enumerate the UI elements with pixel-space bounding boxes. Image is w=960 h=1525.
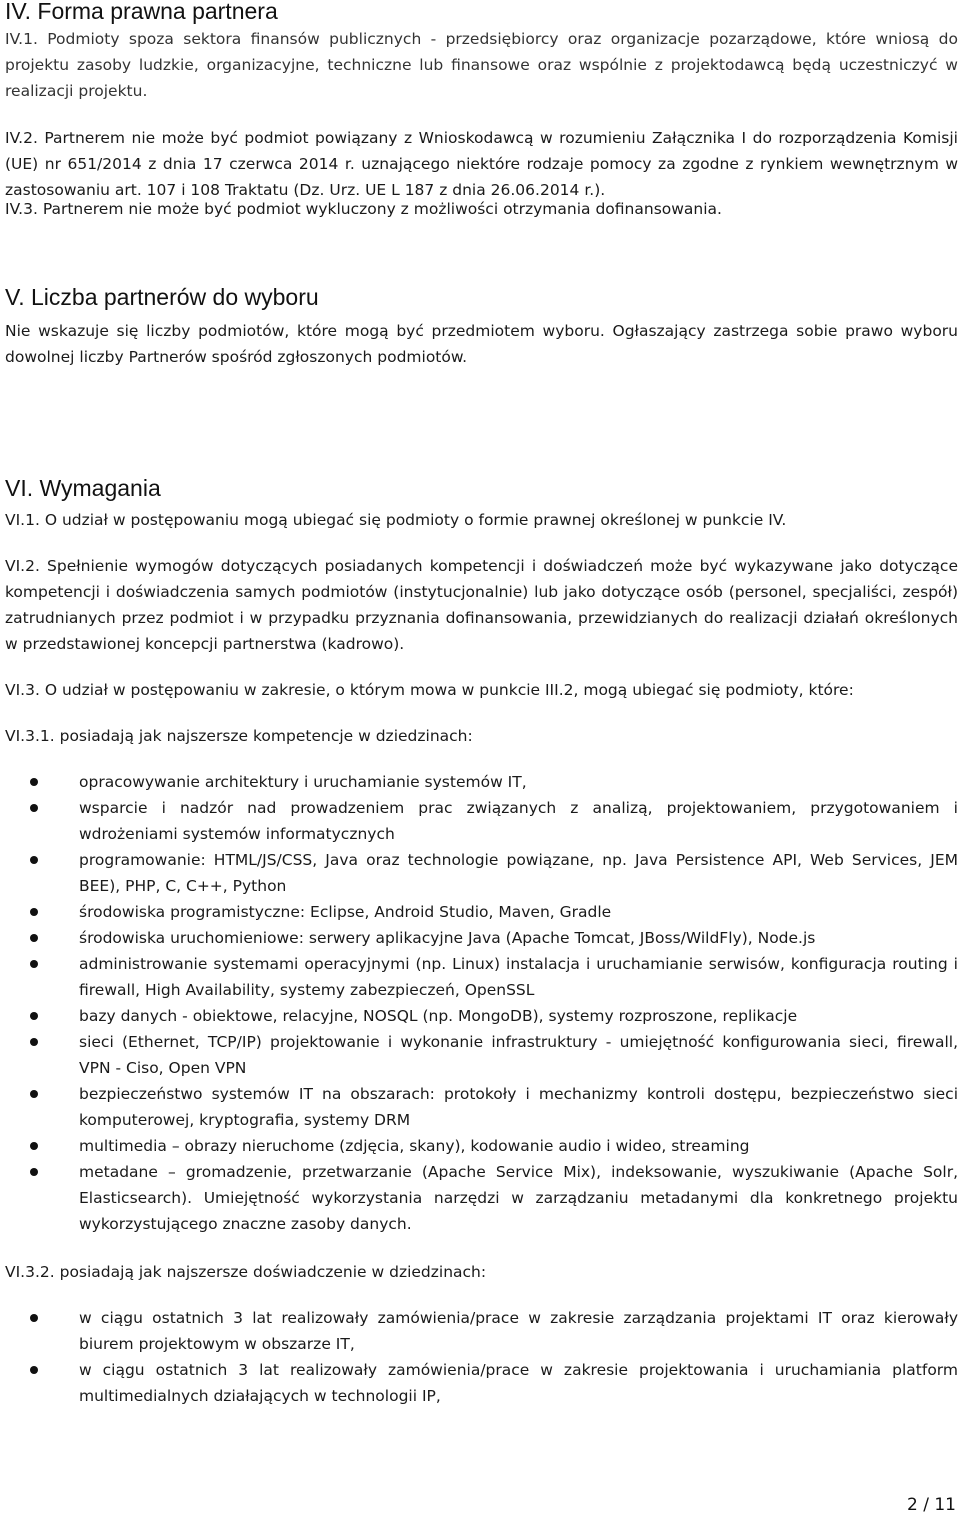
bullet-icon (30, 1038, 38, 1046)
list-item (5, 1003, 958, 1029)
paragraph-vi-2: VI.2. Spełnienie wymogów dotyczących posiadanych kompetencji i doświadczeń może być wykazywane jako dotyczące kompetencji i doświadczenia samych podmiotów (instytucjonalnie) lub jako dotyczące osób (personel, specjaliści, zespół) zatrudnianych przez podmiot i w przypadku przyznania dofinansowania, przewidzianych do realizacji działań określonych w przedstawionej koncepcji partnerstwa (kadrowo). (5, 557, 958, 653)
list-item (5, 1029, 958, 1081)
list-item-text: opracowywanie architektury i uruchamianie systemów IT, (79, 773, 527, 791)
list-item (5, 1357, 958, 1409)
bullet-icon (30, 960, 38, 968)
bullet-icon (30, 856, 38, 864)
paragraph-vi-1: VI.1. O udział w postępowaniu mogą ubiegać się podmioty o formie prawnej określonej w punkcie IV. (5, 511, 787, 529)
paragraph-iv-2: IV.2. Partnerem nie może być podmiot powiązany z Wnioskodawcą w rozumieniu Załącznika I do rozporządzenia Komisji (UE) nr 651/2014 z dnia 17 czerwca 2014 r. uznającego niektóre rodzaje pomocy za zgodne z rynkiem wewnętrznym w zastosowaniu art. 107 i 108 Traktatu (Dz. Urz. UE L 187 z dnia 26.06.2014 r.). (5, 129, 958, 199)
paragraph-iv-3: IV.3. Partnerem nie może być podmiot wykluczony z możliwości otrzymania dofinansowania. (5, 200, 722, 218)
list-item-text: środowiska uruchomieniowe: serwery aplikacyjne Java (Apache Tomcat, JBoss/WildFly), Node.js (79, 929, 816, 947)
section-v-heading: V. Liczba partnerów do wyboru (5, 284, 319, 310)
list-item-text: w ciągu ostatnich 3 lat realizowały zamówienia/prace w zakresie projektowania i uruchamiania platform multimedialnych działających w technologii IP, (79, 1361, 958, 1405)
bullet-icon (30, 1012, 38, 1020)
list-item-text: wsparcie i nadzór nad prowadzeniem prac związanych z analizą, projektowaniem, przygotowaniem i wdrożeniami systemów informatycznych (79, 799, 958, 843)
paragraph-v-1: Nie wskazuje się liczby podmiotów, które mogą być przedmiotem wyboru. Ogłaszający zastrzega sobie prawo wyboru dowolnej liczby Partnerów spośród zgłoszonych podmiotów. (5, 322, 958, 366)
bullet-icon (30, 1142, 38, 1150)
list-item (5, 925, 958, 951)
paragraph-vi-3-1: VI.3.1. posiadają jak najszersze kompetencje w dziedzinach: (5, 727, 473, 745)
bullet-icon (30, 1314, 38, 1322)
bullet-icon (30, 778, 38, 786)
list-item (5, 951, 958, 1003)
list-item (5, 1159, 958, 1237)
bullet-icon (30, 908, 38, 916)
section-iv-heading: IV. Forma prawna partnera (5, 0, 278, 24)
experience-list (5, 1305, 958, 1409)
paragraph-vi-3-2: VI.3.2. posiadają jak najszersze doświadczenie w dziedzinach: (5, 1263, 487, 1281)
bullet-icon (30, 1090, 38, 1098)
page-number: 2 / 11 (907, 1495, 956, 1515)
list-item-text: środowiska programistyczne: Eclipse, Android Studio, Maven, Gradle (79, 903, 612, 921)
list-item-text: multimedia – obrazy nieruchome (zdjęcia, skany), kodowanie audio i wideo, streaming (79, 1137, 750, 1155)
section-vi-heading: VI. Wymagania (5, 475, 161, 501)
list-item-text: administrowanie systemami operacyjnymi (np. Linux) instalacja i uruchamianie serwisów, konfiguracja routing i firewall, High Availability, systemy zabezpieczeń, OpenSSL (79, 955, 958, 999)
list-item (5, 899, 958, 925)
list-item-text: metadane – gromadzenie, przetwarzanie (Apache Service Mix), indeksowanie, wyszukiwanie (Apache Solr, Elasticsearch). Umiejętność wykorzystania narzędzi w zarządzaniu metadanymi dla konkretnego projektu wykorzystującego znaczne zasoby danych. (79, 1163, 958, 1233)
list-item-text: w ciągu ostatnich 3 lat realizowały zamówienia/prace w zakresie zarządzania projektami IT oraz kierowały biurem projektowym w obszarze IT, (79, 1309, 958, 1353)
list-item (5, 769, 958, 795)
paragraph-vi-3: VI.3. O udział w postępowaniu w zakresie, o którym mowa w punkcie III.2, mogą ubiegać się podmioty, które: (5, 681, 854, 699)
list-item (5, 795, 958, 847)
paragraph-iv-1: IV.1. Podmioty spoza sektora finansów publicznych - przedsiębiorcy oraz organizacje pozarządowe, które wniosą do projektu zasoby ludzkie, organizacyjne, techniczne lub finansowe oraz wspólnie z projektodawcą będą uczestniczyć w realizacji projektu. (5, 30, 958, 100)
list-item-text: bazy danych - obiektowe, relacyjne, NOSQL (np. MongoDB), systemy rozproszone, replikacje (79, 1007, 798, 1025)
bullet-icon (30, 1168, 38, 1176)
list-item (5, 1081, 958, 1133)
list-item (5, 1133, 958, 1159)
list-item-text: bezpieczeństwo systemów IT na obszarach: protokoły i mechanizmy kontroli dostępu, bezpieczeństwo sieci komputerowej, kryptografia, systemy DRM (79, 1085, 958, 1129)
list-item-text: programowanie: HTML/JS/CSS, Java oraz technologie powiązane, np. Java Persistence API, Web Services, JEM BEE), PHP, C, C++, Python (79, 851, 958, 895)
bullet-icon (30, 1366, 38, 1374)
competencies-list (5, 769, 958, 1237)
list-item (5, 1305, 958, 1357)
bullet-icon (30, 804, 38, 812)
list-item-text: sieci (Ethernet, TCP/IP) projektowanie i wykonanie infrastruktury - umiejętność konfigurowania sieci, firewall, VPN - Ciso, Open VPN (79, 1033, 958, 1077)
bullet-icon (30, 934, 38, 942)
list-item (5, 847, 958, 899)
